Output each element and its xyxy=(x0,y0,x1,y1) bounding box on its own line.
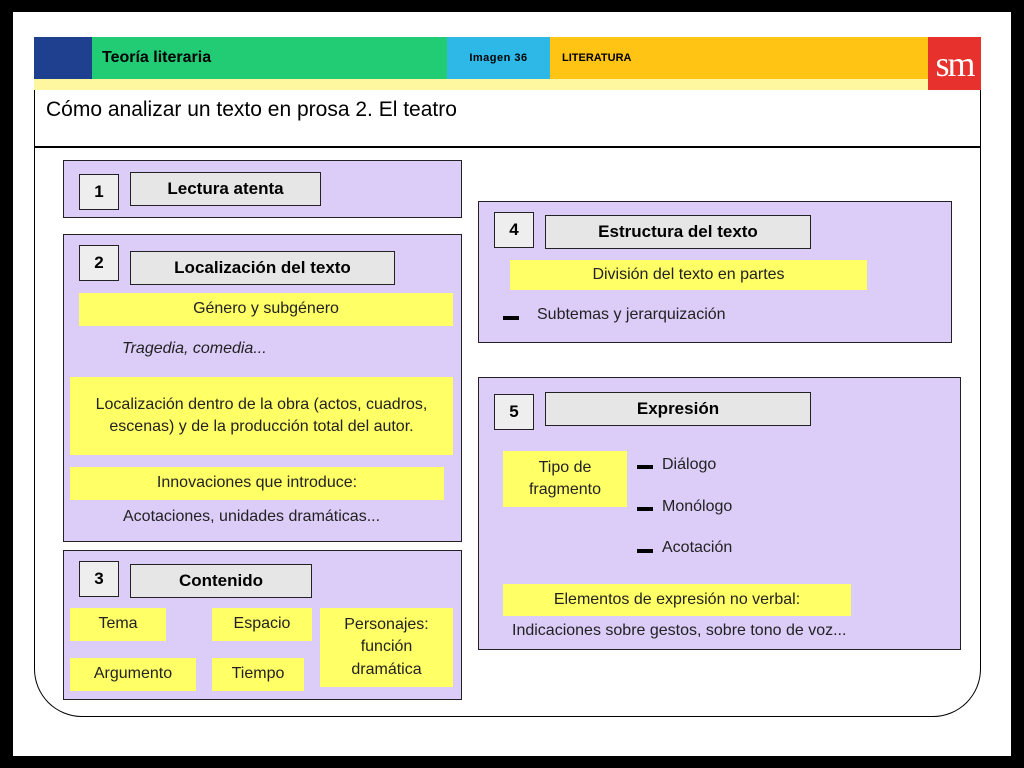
panel-number: 5 xyxy=(494,394,534,430)
innovations-box: Innovaciones que introduce: xyxy=(70,467,444,500)
personajes-box: Personajes: función dramática xyxy=(320,608,453,687)
page-title: Cómo analizar un texto en prosa 2. El teatro xyxy=(46,98,457,121)
argumento-box: Argumento xyxy=(70,658,196,691)
nonverbal-box: Elementos de expresión no verbal: xyxy=(503,584,851,616)
tipo-fragmento-box: Tipo de fragmento xyxy=(503,451,627,507)
dash-bullet xyxy=(637,549,653,553)
fragment-item: Monólogo xyxy=(662,498,733,515)
dash-bullet xyxy=(503,316,519,320)
header-blue-block xyxy=(34,37,92,79)
panel-number: 1 xyxy=(79,174,119,210)
division-box: División del texto en partes xyxy=(510,260,867,290)
panel-heading: Lectura atenta xyxy=(130,172,321,206)
header-subbar xyxy=(34,79,928,90)
tiempo-box: Tiempo xyxy=(212,658,304,691)
genre-box: Género y subgénero xyxy=(79,293,453,326)
location-box: Localización dentro de la obra (actos, cuadros, escenas) y de la producción total del autor. xyxy=(70,377,453,455)
panel-number: 4 xyxy=(494,212,534,248)
header-image-label: Imagen 36 xyxy=(447,37,550,79)
dash-bullet xyxy=(637,465,653,469)
panel-heading: Contenido xyxy=(130,564,312,598)
nonverbal-text: Indicaciones sobre gestos, sobre tono de voz... xyxy=(512,622,847,639)
title-divider xyxy=(34,146,981,148)
panel-number: 3 xyxy=(79,561,119,597)
tema-box: Tema xyxy=(70,608,166,641)
innovations-examples: Acotaciones, unidades dramáticas... xyxy=(123,508,381,525)
sm-logo: sm xyxy=(928,37,981,90)
panel-heading: Localización del texto xyxy=(130,251,395,285)
subtemas-text: Subtemas y jerarquización xyxy=(537,306,726,323)
dash-bullet xyxy=(637,507,653,511)
panel-heading: Expresión xyxy=(545,392,811,426)
genre-examples: Tragedia, comedia... xyxy=(122,340,267,357)
panel-number: 2 xyxy=(79,245,119,281)
panel-heading: Estructura del texto xyxy=(545,215,811,249)
header-category: LITERATURA xyxy=(550,37,928,79)
espacio-box: Espacio xyxy=(212,608,312,641)
fragment-item: Diálogo xyxy=(662,456,717,473)
header-section: Teoría literaria xyxy=(92,37,447,79)
fragment-item: Acotación xyxy=(662,539,733,556)
